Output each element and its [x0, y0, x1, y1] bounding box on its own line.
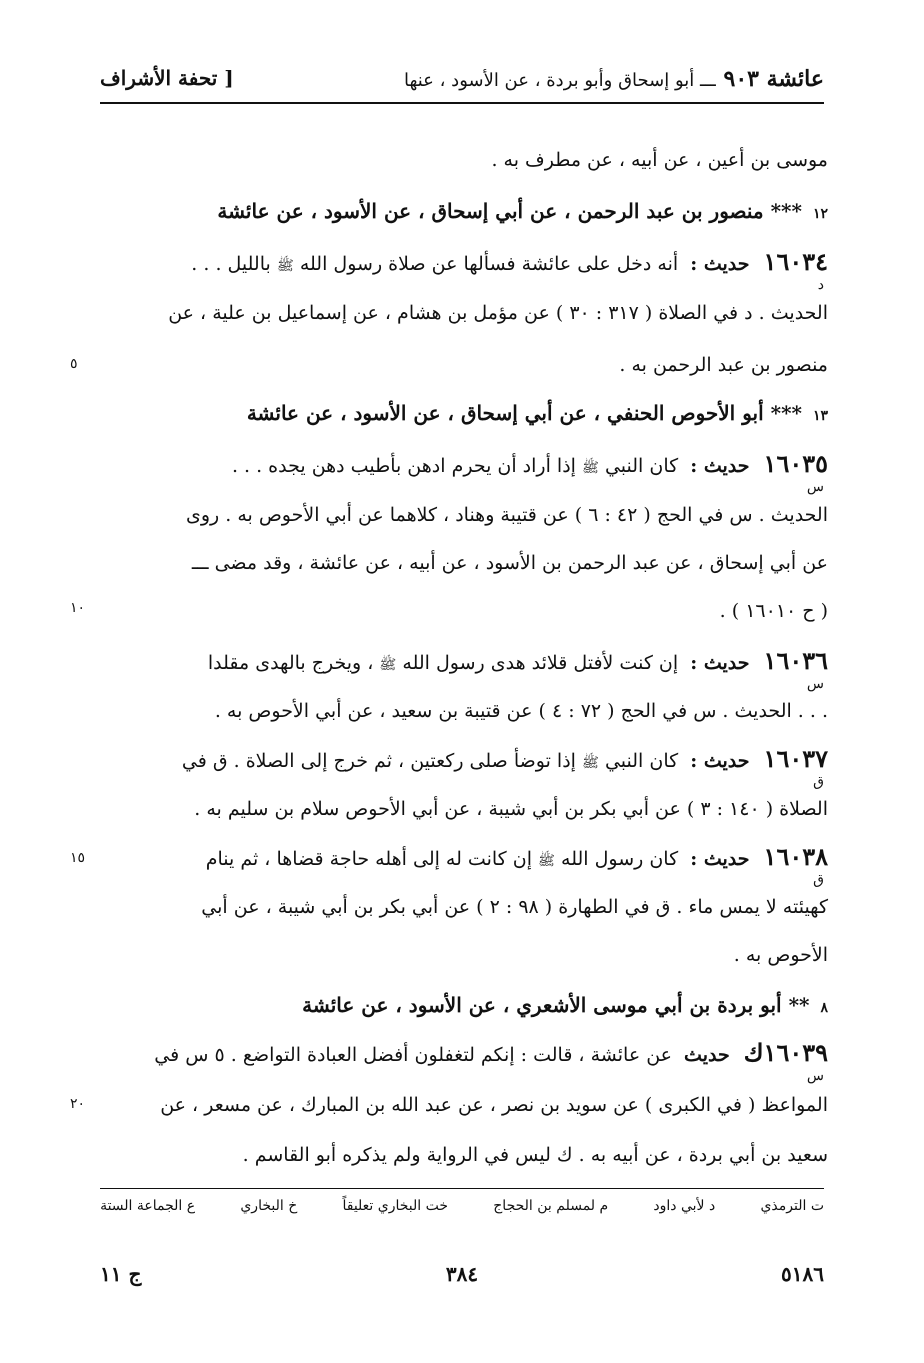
salla-glyph: ﷺ	[379, 657, 397, 673]
section-number: ١٣	[812, 408, 828, 424]
text-line: منصور بن عبد الرحمن به .	[619, 354, 828, 376]
margin-line-number: ٢٠	[70, 1096, 86, 1112]
section-heading-13	[247, 398, 828, 431]
margin-line-number: ٥	[70, 356, 78, 372]
hadith-16037	[182, 744, 828, 778]
hadith-text: إذا توضأ صلى ركعتين ، ثم خرج إلى الصلاة . ق في	[181, 750, 576, 772]
hadith-label: حديث :	[690, 455, 750, 477]
hadith-label: حديث :	[690, 750, 750, 772]
hadith-number: ١٦٠٣٨	[763, 842, 828, 871]
running-head	[100, 62, 824, 104]
hadith-number: ١٦٠٣٧	[763, 744, 828, 773]
header-section-title: عائشة ٩٠٣	[723, 66, 824, 92]
running-head-right	[404, 66, 824, 92]
text-line: سعيد بن أبي بردة ، عن أبيه به . ك ليس في الرواية ولم يذكره أبو القاسم .	[242, 1144, 828, 1166]
hadith-text: كان النبي	[604, 750, 679, 772]
hadith-text: إذا أراد أن يحرم ادهن بأطيب دهن يجده . . .	[231, 455, 576, 477]
salla-glyph: ﷺ	[581, 460, 599, 476]
hadith-number: ١٦٠٣٤	[763, 247, 828, 276]
section-title: *** منصور بن عبد الرحمن ، عن أبي إسحاق ، عن الأسود ، عن عائشة	[217, 199, 802, 223]
text-line: المواعظ ( في الكبرى ) عن سويد بن نصر ، عن عبد الله بن المبارك ، عن مسعر ، عن	[160, 1094, 828, 1116]
hadith-text: كان النبي	[604, 455, 679, 477]
siglum: ق	[813, 872, 824, 888]
hadith-16039	[154, 1038, 828, 1070]
volume-number: ج ١١	[100, 1262, 142, 1286]
siglum: س	[806, 676, 824, 692]
siglum: س	[806, 479, 824, 495]
hadith-16036	[208, 646, 828, 680]
hadith-text: بالليل . . .	[191, 253, 271, 275]
page-number: ٣٨٤	[445, 1262, 479, 1286]
text-line: كهيئته لا يمس ماء . ق في الطهارة ( ٩٨ : ٢ ) عن أبي بكر بن أبي شيبة ، عن أبي	[201, 896, 828, 918]
hadith-text: إن كانت له إلى أهله حاجة قضاها ، ثم ينام	[205, 848, 532, 870]
abbr-item: خ البخاري	[240, 1198, 298, 1214]
hadith-number: ١٦٠٣٥	[763, 449, 828, 478]
margin-line-number: ١٥	[70, 850, 86, 866]
siglum: ق	[813, 774, 824, 790]
header-subtitle: ـــ أبو إسحاق وأبو بردة ، عن الأسود ، عنها	[403, 70, 716, 91]
text-line: ( ح ١٦٠١٠ ) .	[719, 600, 828, 622]
section-title: ** أبو بردة بن أبي موسى الأشعري ، عن الأسود ، عن عائشة	[302, 993, 810, 1017]
hadith-16035	[232, 449, 828, 483]
abbr-item: خت البخاري تعليقاً	[342, 1198, 449, 1214]
hadith-label: حديث	[684, 1044, 730, 1066]
hadith-16034	[191, 247, 828, 281]
hadith-text: أنه دخل على عائشة فسألها عن صلاة رسول الله	[299, 253, 679, 275]
section-title: *** أبو الأحوص الحنفي ، عن أبي إسحاق ، عن الأسود ، عن عائشة	[246, 401, 802, 425]
text-line: الأحوص به .	[733, 944, 828, 966]
text-line: الحديث . س في الحج ( ٤٢ : ٦ ) عن قتيبة وهناد ، كلاهما عن أبي الأحوص به . روى	[185, 504, 828, 526]
text-line: الصلاة ( ١٤٠ : ٣ ) عن أبي بكر بن أبي شيبة ، عن أبي الأحوص سلام بن سليم به .	[194, 798, 828, 820]
hadith-label: حديث :	[690, 652, 750, 674]
hadith-text: عن عائشة ، قالت : إنكم لتغفلون أفضل العبادة التواضع . ٥ س في	[154, 1044, 672, 1066]
margin-line-number: ١٠	[70, 600, 86, 616]
footnote-rule	[100, 1188, 824, 1189]
page-footer	[100, 1262, 824, 1292]
abbr-item: ع الجماعة الستة	[100, 1198, 196, 1214]
footer-code: ٥١٨٦	[781, 1262, 824, 1286]
salla-glyph: ﷺ	[581, 755, 599, 771]
salla-glyph: ﷺ	[276, 258, 294, 274]
abbr-item: ت الترمذي	[760, 1198, 824, 1214]
hadith-text: ، ويخرج بالهدى مقلدا	[207, 652, 374, 674]
siglum: س	[806, 1068, 824, 1084]
text-line: الحديث . د في الصلاة ( ٣١٧ : ٣٠ ) عن مؤمل بن هشام ، عن إسماعيل بن علية ، عن	[168, 302, 828, 324]
abbr-item: م لمسلم بن الحجاج	[493, 1198, 609, 1214]
hadith-text: إن كنت لأفتل قلائد هدى رسول الله	[402, 652, 679, 674]
abbr-item: د لأبي داود	[653, 1198, 716, 1214]
text-line: موسى بن أعين ، عن أبيه ، عن مطرف به .	[491, 149, 828, 171]
section-number: ٨	[820, 1000, 828, 1016]
salla-glyph: ﷺ	[538, 853, 555, 869]
hadith-number: ١٦٠٣٦	[763, 646, 828, 675]
text-line: . . . الحديث . س في الحج ( ٧٢ : ٤ ) عن قتيبة بن سعيد ، عن أبي الأحوص به .	[214, 700, 828, 722]
hadith-label: حديث :	[690, 253, 750, 275]
hadith-number: ١٦٠٣٩ك	[743, 1038, 828, 1067]
hadith-label: حديث :	[690, 848, 750, 870]
section-number: ١٢	[812, 206, 828, 222]
header-book-title: [ تحفة الأشراف	[100, 66, 234, 90]
abbreviation-key	[100, 1198, 824, 1214]
hadith-16038	[206, 842, 828, 876]
section-heading-12	[217, 196, 828, 229]
section-heading-8	[302, 990, 828, 1023]
hadith-text: كان رسول الله	[561, 848, 679, 870]
siglum: د	[817, 277, 824, 293]
text-line: عن أبي إسحاق ، عن عبد الرحمن بن الأسود ، عن أبيه ، عن عائشة ، وقد مضى ـــ	[191, 552, 828, 574]
